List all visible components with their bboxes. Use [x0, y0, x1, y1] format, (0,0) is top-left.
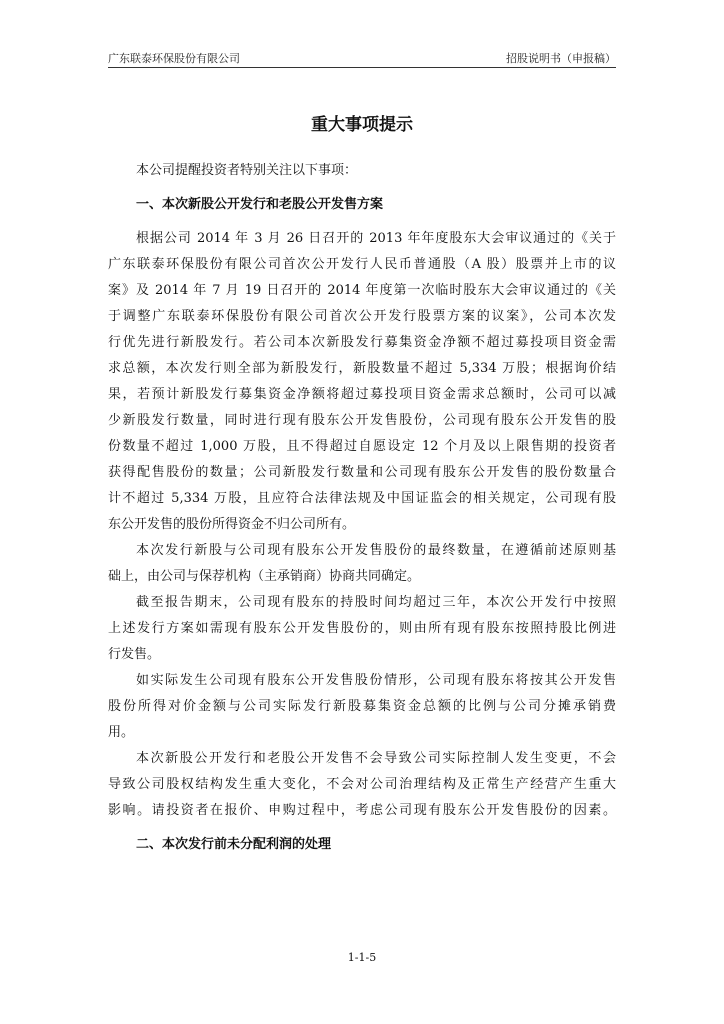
page-number: 1-1-5	[347, 951, 377, 964]
section-1-paragraph-5	[108, 746, 616, 824]
page-title: 重大事项提示	[311, 115, 413, 135]
paragraph-line: 用。	[108, 725, 135, 740]
paragraph-line: 求总额，本次发行则全部为新股发行，新股数量不超过 5,334 万股；根据询价结	[108, 361, 616, 376]
section-1-paragraph-2	[108, 538, 616, 590]
page-header	[108, 47, 616, 67]
section-1-paragraph-4	[108, 668, 616, 746]
paragraph-line: 影响。请投资者在报价、申购过程中，考虑公司现有股东公开发售股份的因素。	[108, 803, 616, 818]
section-1-paragraph-3	[108, 590, 616, 668]
paragraph-line: 导致公司股权结构发生重大变化，不会对公司治理结构及正常生产经营产生重大	[108, 777, 616, 792]
paragraph-line: 东公开发售的股份所得资金不归公司所有。	[108, 517, 356, 532]
header-rule	[108, 67, 616, 68]
paragraph-line: 广东联泰环保股份有限公司首次公开发行人民币普通股（A 股）股票并上市的议	[108, 257, 616, 272]
header-company-name: 广东联泰环保股份有限公司	[108, 52, 240, 65]
paragraph-line: 行优先进行新股发行。若公司本次新股发行募集资金净额不超过募投项目资金需	[108, 335, 616, 350]
paragraph-line: 份数量不超过 1,000 万股，且不得超过自愿设定 12 个月及以上限售期的投资者	[108, 439, 616, 454]
section-1-heading: 一、本次新股公开发行和老股公开发售方案	[136, 197, 384, 212]
paragraph-line: 截至报告期末，公司现有股东的持股时间均超过三年，本次公开发行中按照	[136, 595, 616, 610]
paragraph-line: 股份所得对价金额与公司实际发行新股募集资金总额的比例与公司分摊承销费	[108, 699, 616, 714]
paragraph-line: 少新股发行数量，同时进行现有股东公开发售股份，公司现有股东公开发售的股	[108, 413, 616, 428]
paragraph-line: 础上，由公司与保荐机构（主承销商）协商共同确定。	[108, 569, 421, 584]
intro-paragraph: 本公司提醒投资者特别关注以下事项：	[136, 163, 358, 178]
paragraph-line: 于调整广东联泰环保股份有限公司首次公开发行股票方案的议案》，公司本次发	[108, 309, 616, 324]
section-2-heading: 二、本次发行前未分配利润的处理	[136, 837, 332, 852]
header-document-type: 招股说明书（申报稿）	[506, 52, 616, 65]
paragraph-line: 本次发行新股与公司现有股东公开发售股份的最终数量，在遵循前述原则基	[136, 543, 616, 558]
paragraph-line: 本次新股公开发行和老股公开发售不会导致公司实际控制人发生变更，不会	[136, 751, 616, 766]
paragraph-line: 如实际发生公司现有股东公开发售股份情形，公司现有股东将按其公开发售	[136, 673, 616, 688]
document-body	[108, 158, 616, 858]
paragraph-line: 果，若预计新股发行募集资金净额将超过募投项目资金需求总额时，公司可以减	[108, 387, 616, 402]
section-1-paragraph-1	[108, 226, 616, 538]
paragraph-line: 案》及 2014 年 7 月 19 日召开的 2014 年度第一次临时股东大会审议通过的《关	[108, 283, 616, 298]
paragraph-line: 获得配售股份的数量；公司新股发行数量和公司现有股东公开发售的股份数量合	[108, 465, 616, 480]
paragraph-line: 行发售。	[108, 647, 161, 662]
paragraph-line: 根据公司 2014 年 3 月 26 日召开的 2013 年年度股东大会审议通过的《关于	[136, 231, 616, 246]
paragraph-line: 计不超过 5,334 万股，且应符合法律法规及中国证监会的相关规定，公司现有股	[108, 491, 616, 506]
paragraph-line: 上述发行方案如需现有股东公开发售股份的，则由所有现有股东按照持股比例进	[108, 621, 616, 636]
